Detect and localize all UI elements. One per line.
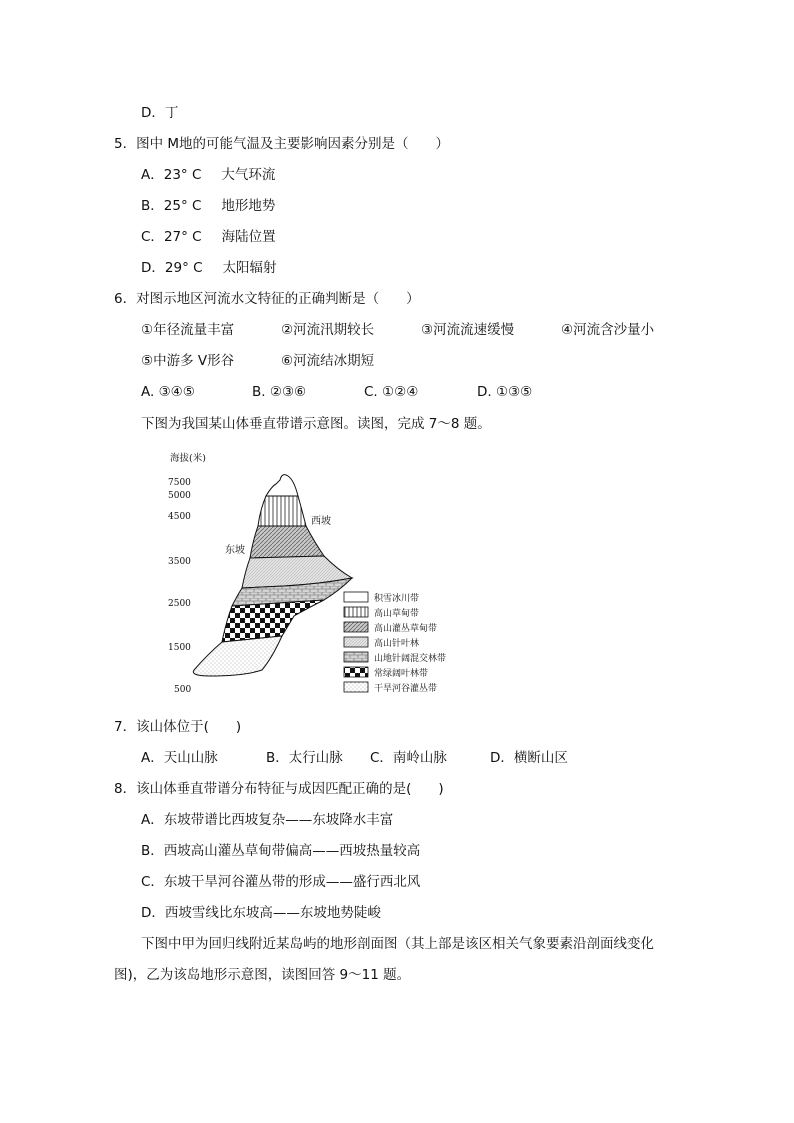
y-tick-label: 500 bbox=[174, 685, 192, 695]
legend-swatch-conifer bbox=[344, 637, 368, 647]
legend-swatch-meadow bbox=[344, 607, 368, 617]
y-axis-title: 海拔(米) bbox=[170, 453, 206, 464]
q5-option-c bbox=[141, 227, 276, 247]
band-dry-valley-shrub bbox=[193, 636, 282, 676]
y-tick-label: 1500 bbox=[168, 643, 191, 653]
q5-option-temp: 25° C bbox=[163, 198, 202, 214]
legend-label: 高山针叶林 bbox=[374, 639, 420, 649]
q6-option: B. ②③⑥ bbox=[252, 384, 307, 400]
q5-option-factor: 大气环流 bbox=[221, 167, 276, 183]
y-tick-label: 5000 bbox=[168, 491, 191, 501]
legend-label: 高山草甸带 bbox=[374, 609, 420, 619]
label-west-slope: 西坡 bbox=[311, 516, 331, 527]
q8-option: D．西坡雪线比东坡高——东坡地势陡峻 bbox=[141, 905, 381, 921]
q5-option-a bbox=[141, 165, 275, 185]
q8-option: A．东坡带谱比西坡复杂——东坡降水丰富 bbox=[141, 812, 394, 828]
q5-option-d bbox=[141, 258, 277, 278]
q5-option-temp: 27° C bbox=[163, 229, 202, 245]
q7-option: C．南岭山脉 bbox=[370, 750, 447, 766]
q5-option-letter: C． bbox=[141, 229, 164, 245]
legend-label: 积雪冰川带 bbox=[374, 594, 420, 604]
label-east-slope: 东坡 bbox=[225, 545, 245, 556]
q6-option: A. ③④⑤ bbox=[141, 384, 195, 400]
q6-stem: 6．对图示地区河流水文特征的正确判断是（ ） bbox=[114, 291, 420, 307]
q7-option: B．太行山脉 bbox=[266, 750, 343, 766]
q5-option-letter: B． bbox=[141, 198, 164, 214]
q5-option-letter: A． bbox=[141, 167, 164, 183]
q5-option-letter: D． bbox=[141, 260, 165, 276]
q5-option-b bbox=[141, 196, 275, 216]
legend-label: 山地针阔混交林带 bbox=[374, 654, 447, 664]
legend-swatch-shrub-meadow bbox=[344, 622, 368, 632]
q6-item: ⑤中游多 V形谷 bbox=[141, 353, 235, 369]
legend-swatch-dry-valley bbox=[344, 682, 368, 692]
band-evergreen-broadleaf bbox=[222, 600, 324, 642]
intro-7-8: 下图为我国某山体垂直带谱示意图。读图，完成 7～8 题。 bbox=[141, 416, 491, 432]
q6-option: C. ①②④ bbox=[364, 384, 419, 400]
q8-option: C．东坡干旱河谷灌丛带的形成——盛行西北风 bbox=[141, 874, 421, 890]
q5-option-temp: 29° C bbox=[164, 260, 203, 276]
legend-label: 干旱河谷灌丛带 bbox=[374, 684, 438, 694]
q7-stem: 7．该山体位于( ) bbox=[114, 719, 242, 735]
q6-item: ③河流流速缓慢 bbox=[421, 322, 515, 338]
q5-option-factor: 太阳辐射 bbox=[222, 260, 277, 276]
intro-9-11-line1: 下图中甲为回归线附近某岛屿的地形剖面图（其上部是该区相关气象要素沿剖面线变化 bbox=[141, 936, 654, 952]
y-tick-label: 4500 bbox=[168, 512, 191, 522]
q7-option: A．天山山脉 bbox=[141, 750, 218, 766]
vertical-zonation-figure bbox=[160, 448, 480, 703]
q6-item: ①年径流量丰富 bbox=[141, 322, 235, 338]
mountain-diagram bbox=[160, 448, 480, 703]
q5-option-factor: 地形地势 bbox=[221, 198, 276, 214]
y-tick-label: 3500 bbox=[168, 557, 191, 567]
intro-9-11-line2: 图)，乙为该岛地形示意图，读图回答 9～11 题。 bbox=[114, 967, 411, 983]
band-alpine-meadow bbox=[258, 496, 306, 526]
q8-option: B．西坡高山灌丛草甸带偏高——西坡热量较高 bbox=[141, 843, 421, 859]
legend-swatch-snow bbox=[344, 592, 368, 602]
q7-option: D．横断山区 bbox=[490, 750, 568, 766]
legend-label: 常绿阔叶林带 bbox=[374, 669, 429, 679]
y-tick-label: 2500 bbox=[168, 599, 191, 609]
band-alpine-shrub-meadow bbox=[250, 526, 324, 558]
q5-option-factor: 海陆位置 bbox=[221, 229, 276, 245]
y-tick-label: 7500 bbox=[168, 478, 191, 488]
q4-option-d: D．丁 bbox=[141, 105, 179, 121]
legend-label: 高山灌丛草甸带 bbox=[374, 624, 438, 634]
q5-stem: 5．图中 M地的可能气温及主要影响因素分别是（ ） bbox=[114, 136, 450, 152]
legend bbox=[344, 592, 446, 694]
legend-swatch-mixed bbox=[344, 652, 368, 662]
zonation-bands bbox=[193, 475, 352, 676]
band-snow-glacier bbox=[266, 475, 298, 496]
q6-option: D. ①③⑤ bbox=[477, 384, 533, 400]
q8-stem: 8．该山体垂直带谱分布特征与成因匹配正确的是( ) bbox=[114, 781, 444, 797]
q6-item: ②河流汛期较长 bbox=[281, 322, 375, 338]
q6-item: ④河流含沙量小 bbox=[561, 322, 655, 338]
legend-swatch-evergreen bbox=[344, 667, 368, 677]
q6-item: ⑥河流结冰期短 bbox=[281, 353, 375, 369]
q5-option-temp: 23° C bbox=[163, 167, 202, 183]
